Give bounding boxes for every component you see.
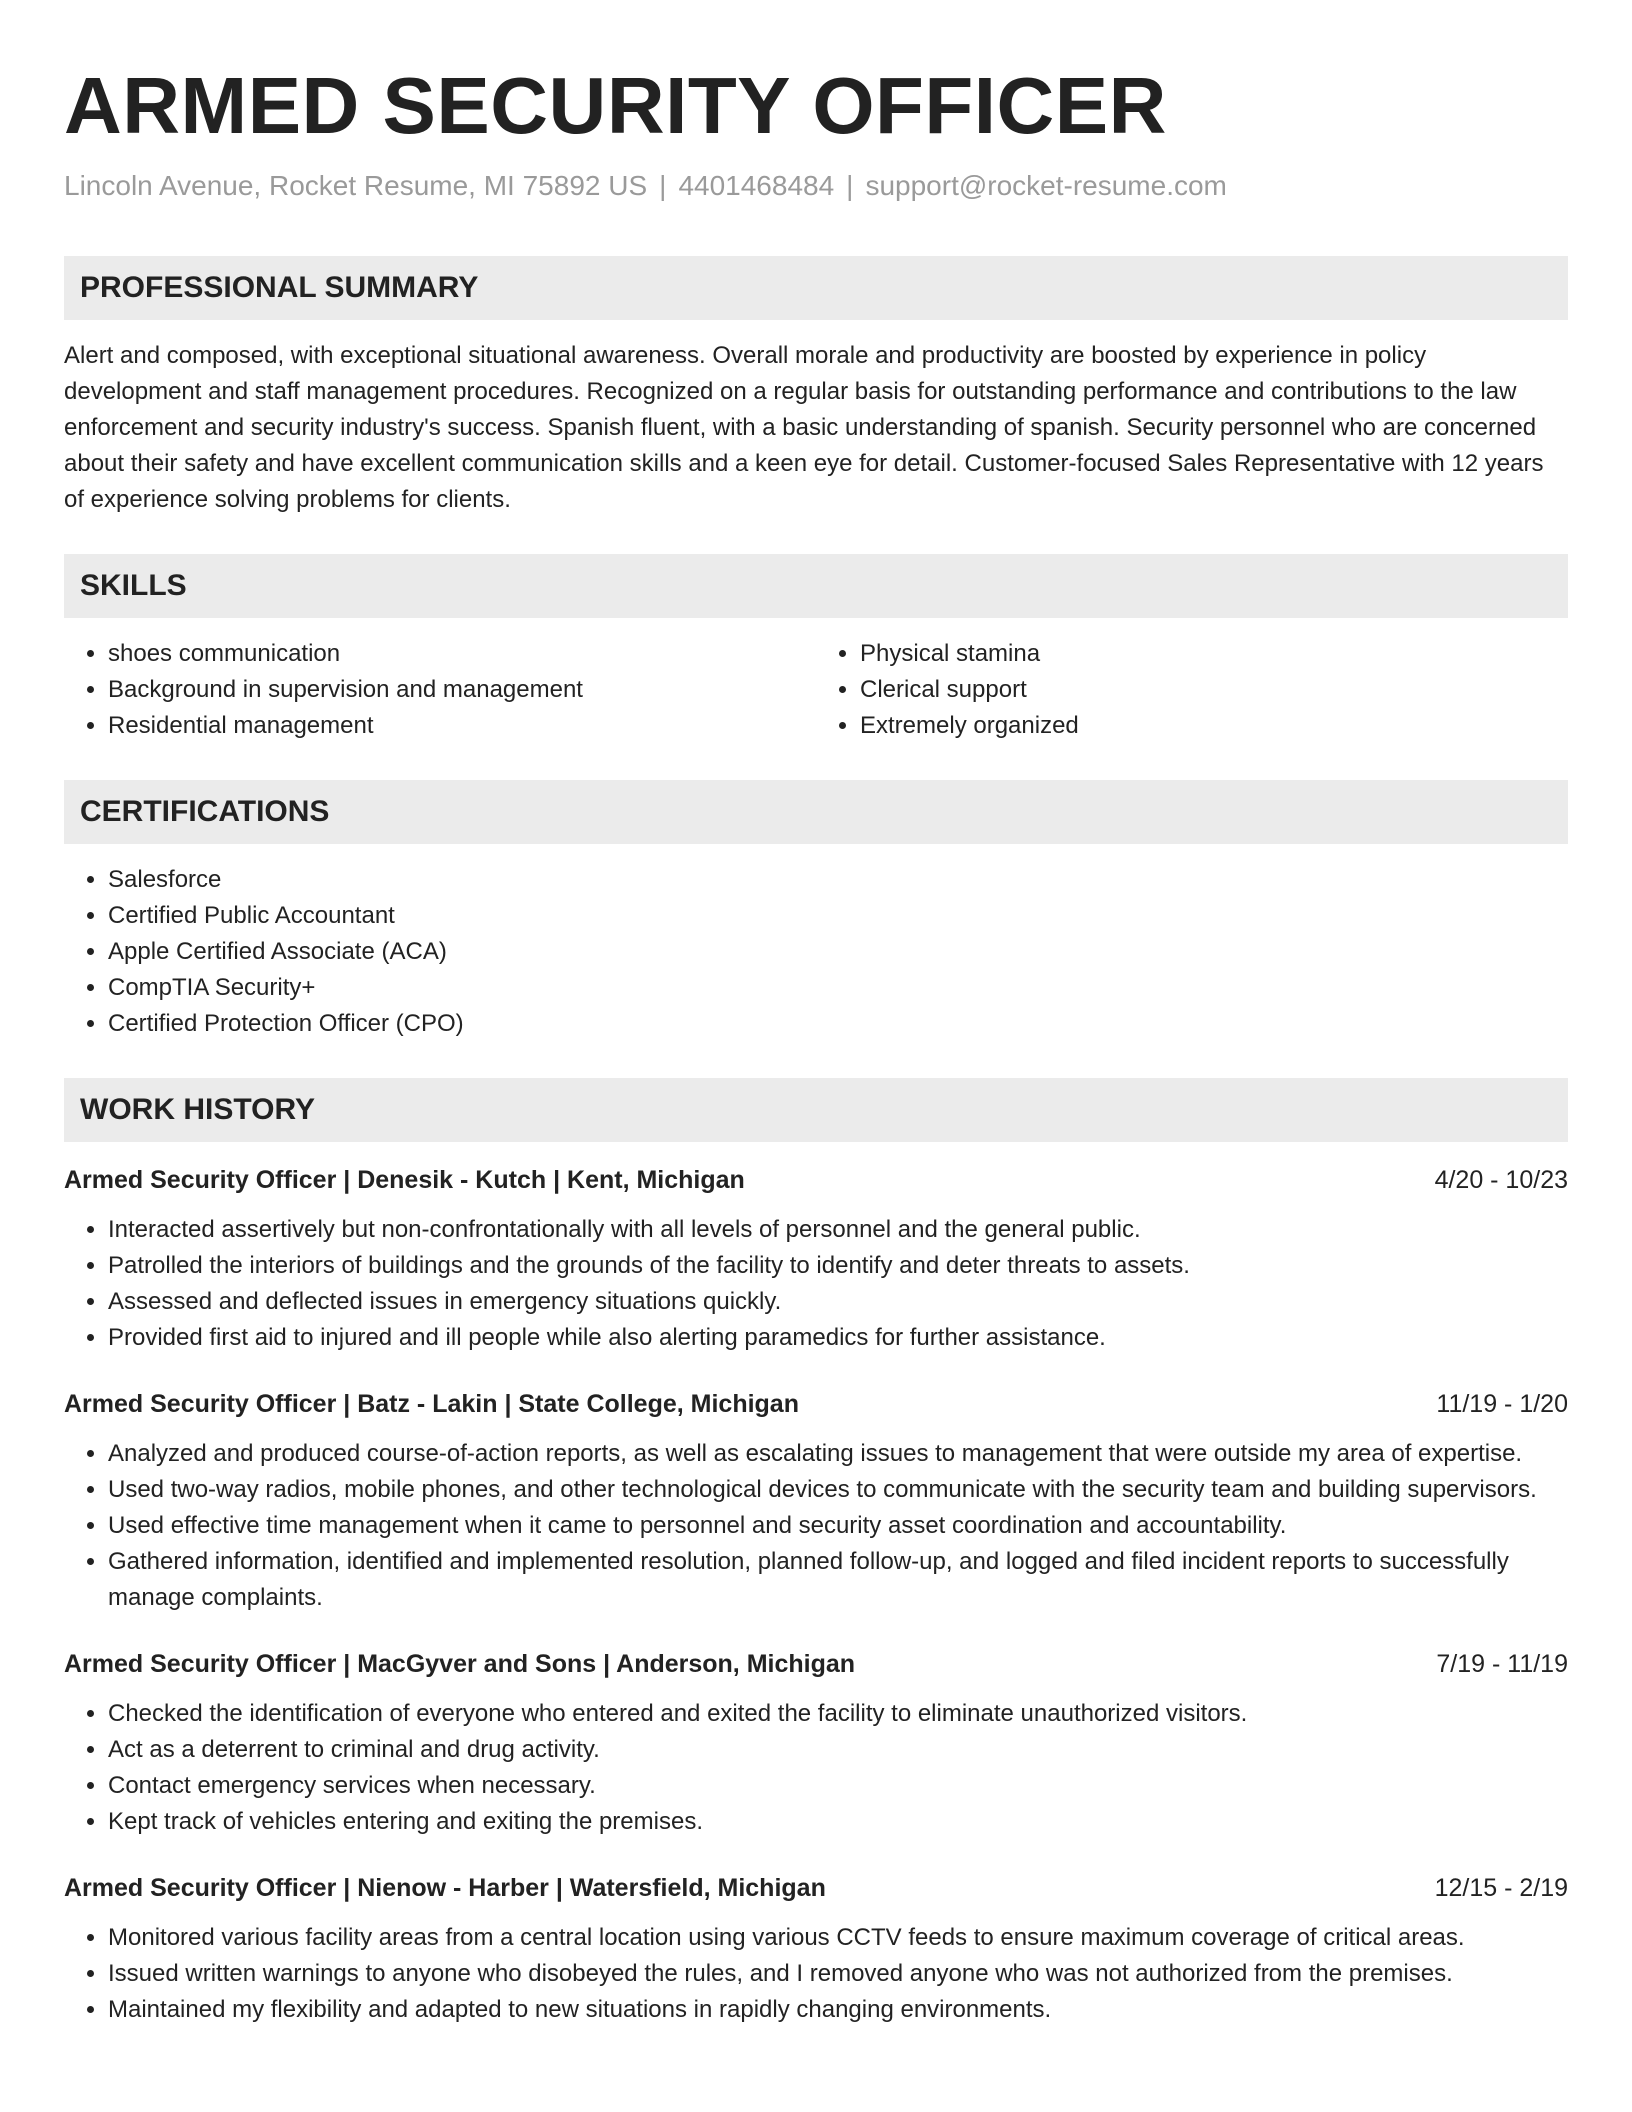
contact-phone: 4401468484 <box>678 170 835 201</box>
skills-column-left <box>64 636 816 744</box>
job-dates: 7/19 - 11/19 <box>1436 1650 1568 1678</box>
duty-item: • Interacted assertively but non-confrontationally with all levels of personnel and the general public. <box>108 1212 1568 1248</box>
candidate-name: ARMED SECURITY OFFICER <box>64 61 1167 150</box>
job-duties <box>64 1920 1568 2028</box>
job-dates: 11/19 - 1/20 <box>1436 1390 1568 1418</box>
job-title: Armed Security Officer | Denesik - Kutch | Kent, Michigan <box>64 1166 745 1194</box>
job-entry <box>64 1386 1568 1616</box>
job-header <box>64 1386 1568 1422</box>
job-entry <box>64 1870 1568 2028</box>
certifications-list <box>64 862 1568 1042</box>
duty-item: • Analyzed and produced course-of-action reports, as well as escalating issues to management that were outside my area of expertise. <box>108 1436 1568 1472</box>
duty-item: • Issued written warnings to anyone who disobeyed the rules, and I removed anyone who was not authorized from the premises. <box>108 1956 1568 1992</box>
skill-item: • Physical stamina <box>860 636 1568 672</box>
summary-heading: PROFESSIONAL SUMMARY <box>64 256 1568 320</box>
skill-item: • Clerical support <box>860 672 1568 708</box>
job-entry <box>64 1162 1568 1356</box>
duty-item: • Gathered information, identified and implemented resolution, planned follow-up, and logged and filed incident reports to successfully manage complaints. <box>108 1544 1568 1616</box>
contact-separator: | <box>659 170 667 201</box>
skill-item: • Extremely organized <box>860 708 1568 744</box>
skills-heading: SKILLS <box>64 554 1568 618</box>
duty-item: • Used two-way radios, mobile phones, and other technological devices to communicate with the security team and building supervisors. <box>108 1472 1568 1508</box>
duty-item: • Assessed and deflected issues in emergency situations quickly. <box>108 1284 1568 1320</box>
certification-item: • Certified Public Accountant <box>108 898 1568 934</box>
duty-item: • Used effective time management when it came to personnel and security asset coordination and accountability. <box>108 1508 1568 1544</box>
duty-item: • Provided first aid to injured and ill people while also alerting paramedics for further assistance. <box>108 1320 1568 1356</box>
work-history-heading: WORK HISTORY <box>64 1078 1568 1142</box>
job-entry <box>64 1646 1568 1840</box>
skills-column-right <box>816 636 1568 744</box>
contact-address: Lincoln Avenue, Rocket Resume, MI 75892 US <box>64 170 648 201</box>
contact-email: support@rocket-resume.com <box>865 170 1227 201</box>
duty-item: • Contact emergency services when necessary. <box>108 1768 1568 1804</box>
contact-separator: | <box>846 170 854 201</box>
certification-item: • Apple Certified Associate (ACA) <box>108 934 1568 970</box>
certification-item: • Salesforce <box>108 862 1568 898</box>
job-title: Armed Security Officer | Nienow - Harber | Watersfield, Michigan <box>64 1874 826 1902</box>
skill-item: • Background in supervision and management <box>108 672 816 708</box>
duty-item: • Monitored various facility areas from a central location using various CCTV feeds to ensure maximum coverage of critical areas. <box>108 1920 1568 1956</box>
duty-item: • Kept track of vehicles entering and exiting the premises. <box>108 1804 1568 1840</box>
job-header <box>64 1162 1568 1198</box>
job-dates: 4/20 - 10/23 <box>1434 1166 1568 1194</box>
contact-line <box>64 168 1568 204</box>
job-title: Armed Security Officer | Batz - Lakin | State College, Michigan <box>64 1390 799 1418</box>
duty-item: • Patrolled the interiors of buildings and the grounds of the facility to identify and deter threats to assets. <box>108 1248 1568 1284</box>
certifications-heading: CERTIFICATIONS <box>64 780 1568 844</box>
skill-item: • shoes communication <box>108 636 816 672</box>
skill-item: • Residential management <box>108 708 816 744</box>
certification-item: • Certified Protection Officer (CPO) <box>108 1006 1568 1042</box>
job-duties <box>64 1696 1568 1840</box>
job-duties <box>64 1436 1568 1616</box>
certification-item: • CompTIA Security+ <box>108 970 1568 1006</box>
skills-list <box>64 618 1568 744</box>
duty-item: • Checked the identification of everyone who entered and exited the facility to eliminate unauthorized visitors. <box>108 1696 1568 1732</box>
duty-item: • Maintained my flexibility and adapted to new situations in rapidly changing environments. <box>108 1992 1568 2028</box>
job-duties <box>64 1212 1568 1356</box>
job-title: Armed Security Officer | MacGyver and Sons | Anderson, Michigan <box>64 1650 856 1678</box>
job-header <box>64 1870 1568 1906</box>
job-dates: 12/15 - 2/19 <box>1434 1874 1568 1902</box>
duty-item: • Act as a deterrent to criminal and drug activity. <box>108 1732 1568 1768</box>
job-header <box>64 1646 1568 1682</box>
summary-text: Alert and composed, with exceptional situational awareness. Overall morale and productivity are boosted by experience in policy development and staff management procedures. Recognized on a regular basis for outstanding performance and contributions to the law enforcement and security industry's success. Spanish fluent, with a basic understanding of spanish. Security personnel who are concerned about their safety and have excellent communication skills and a keen eye for detail. Customer-focused Sales Representative with 12 years of experience solving problems for clients. <box>64 342 1544 513</box>
